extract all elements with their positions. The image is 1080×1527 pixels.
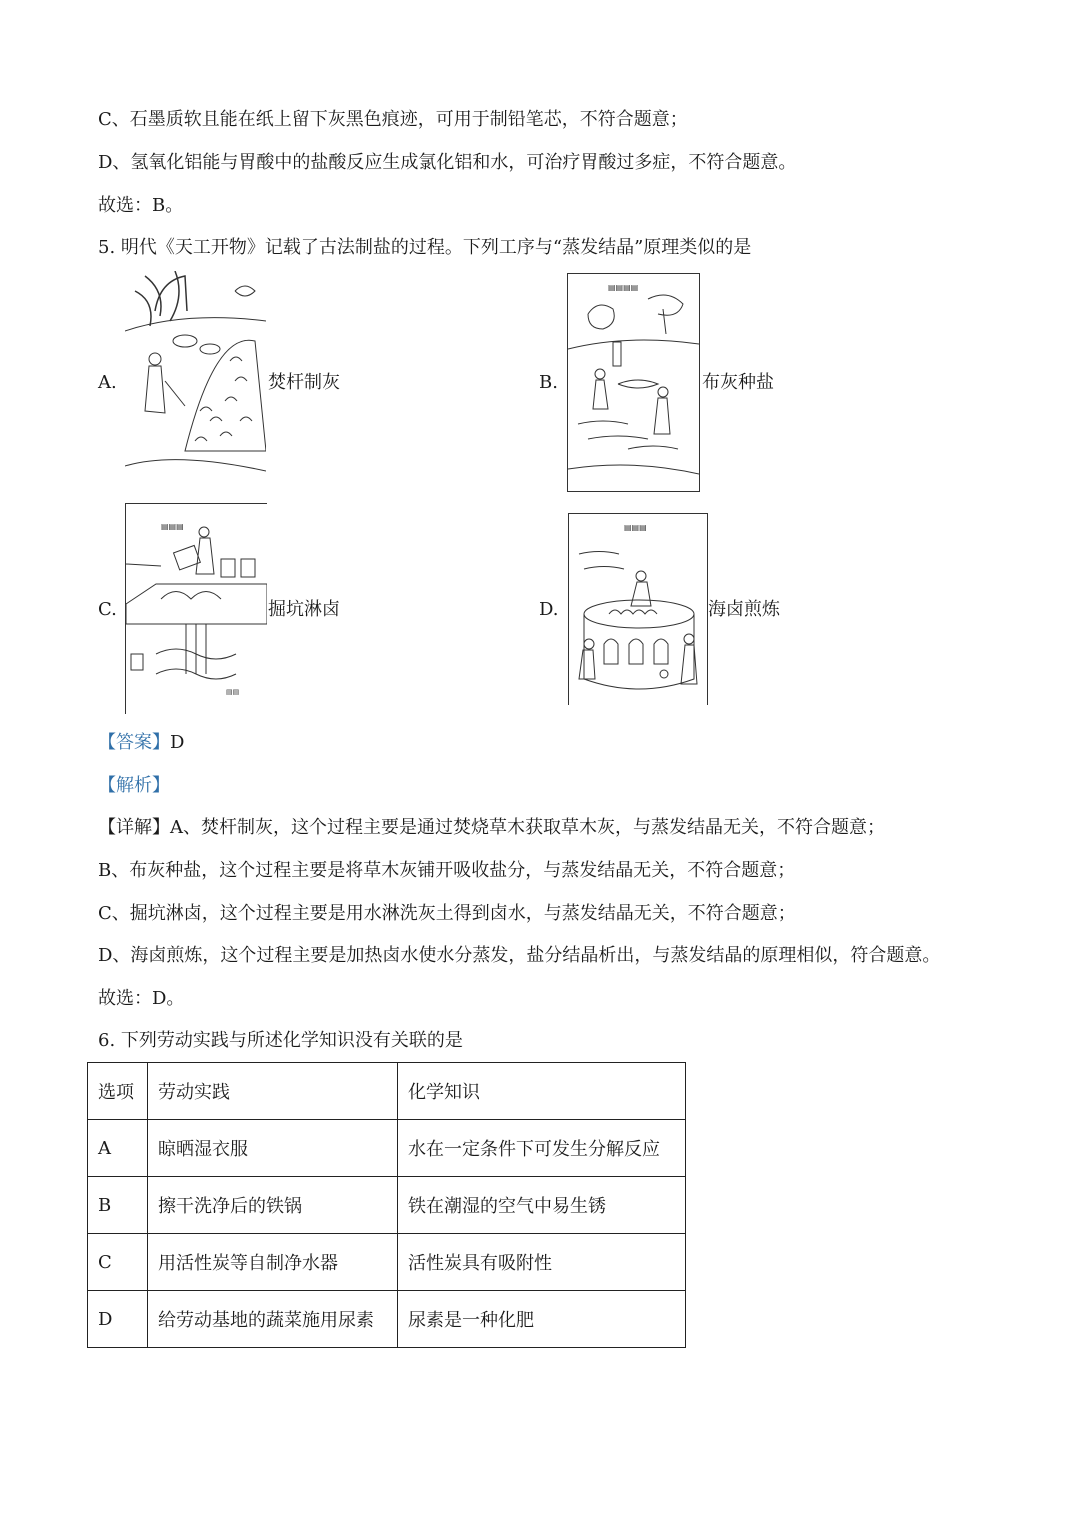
q5-option-a-text: 焚杆制灰 bbox=[268, 372, 340, 393]
svg-text:▤▤▤▤: ▤▤▤▤ bbox=[608, 283, 639, 292]
q5-detail-b: B、布灰种盐，这个过程主要是将草木灰铺开吸收盐分，与蒸发结晶无关，不符合题意； bbox=[98, 860, 796, 881]
row-d-knowledge: 尿素是一种化肥 bbox=[398, 1291, 686, 1348]
q6-stem: 6. 下列劳动实践与所述化学知识没有关联的是 bbox=[98, 1030, 463, 1051]
row-b-practice: 擦干洗净后的铁锅 bbox=[148, 1177, 398, 1234]
row-a-practice: 晾晒湿衣服 bbox=[148, 1120, 398, 1177]
analysis-tag: 【解析】 bbox=[98, 775, 170, 796]
row-c-option: C bbox=[88, 1234, 148, 1291]
table-row bbox=[88, 1234, 686, 1291]
q5-detail-c: C、掘坑淋卤，这个过程主要是用水淋洗灰土得到卤水，与蒸发结晶无关，不符合题意； bbox=[98, 903, 796, 924]
table-row bbox=[88, 1120, 686, 1177]
header-knowledge: 化学知识 bbox=[398, 1063, 686, 1120]
row-d-option: D bbox=[88, 1291, 148, 1348]
q5-detail-a bbox=[98, 816, 885, 840]
prev-choice: 故选：B。 bbox=[98, 195, 184, 216]
row-c-practice: 用活性炭等自制净水器 bbox=[148, 1234, 398, 1291]
table-row bbox=[88, 1291, 686, 1348]
q5-option-c-text: 掘坑淋卤 bbox=[268, 599, 340, 620]
answer-tag: 【答案】 bbox=[98, 732, 170, 753]
table-row bbox=[88, 1177, 686, 1234]
spreading-ash-illustration bbox=[567, 273, 700, 492]
svg-text:▤▤▤: ▤▤▤ bbox=[624, 523, 647, 532]
q5-option-d-text: 海卤煎炼 bbox=[708, 599, 780, 620]
row-b-knowledge: 铁在潮湿的空气中易生锈 bbox=[398, 1177, 686, 1234]
q6-table bbox=[87, 1062, 686, 1348]
header-option: 选项 bbox=[88, 1063, 148, 1120]
q5-detail-d: D、海卤煎炼，这个过程主要是加热卤水使水分蒸发，盐分结晶析出，与蒸发结晶的原理相似，符合题意。 bbox=[98, 945, 941, 966]
detail-tag: 【详解】 bbox=[98, 817, 170, 838]
q5-choice: 故选：D。 bbox=[98, 988, 185, 1009]
q5-stem: 5. 明代《天工开物》记载了古法制盐的过程。下列工序与“蒸发结晶”原理类似的是 bbox=[98, 237, 752, 258]
brine-boiling-illustration bbox=[568, 513, 708, 705]
detail-a-text: A、焚杆制灰，这个过程主要是通过焚烧草木获取草木灰，与蒸发结晶无关，不符合题意； bbox=[170, 817, 885, 838]
prev-analysis-c: C、石墨质软且能在纸上留下灰黑色痕迹，可用于制铅笔芯，不符合题意； bbox=[98, 109, 688, 130]
row-a-knowledge: 水在一定条件下可发生分解反应 bbox=[398, 1120, 686, 1177]
q5-option-a-letter: A. bbox=[98, 372, 117, 393]
table-header-row bbox=[88, 1063, 686, 1120]
header-practice: 劳动实践 bbox=[148, 1063, 398, 1120]
burning-straw-illustration bbox=[125, 271, 266, 491]
prev-analysis-d: D、氢氧化铝能与胃酸中的盐酸反应生成氯化铝和水，可治疗胃酸过多症，不符合题意。 bbox=[98, 152, 797, 173]
svg-text:▤▤: ▤▤ bbox=[226, 688, 240, 696]
pit-brine-illustration bbox=[125, 503, 267, 714]
q5-answer bbox=[98, 731, 184, 755]
q5-option-c-letter: C. bbox=[98, 599, 117, 620]
row-a-option: A bbox=[88, 1120, 148, 1177]
q5-option-b-text: 布灰种盐 bbox=[702, 372, 774, 393]
row-c-knowledge: 活性炭具有吸附性 bbox=[398, 1234, 686, 1291]
answer-value: D bbox=[170, 732, 185, 753]
row-d-practice: 给劳动基地的蔬菜施用尿素 bbox=[148, 1291, 398, 1348]
svg-text:▤▤▤: ▤▤▤ bbox=[161, 522, 184, 531]
row-b-option: B bbox=[88, 1177, 148, 1234]
q5-option-d-letter: D. bbox=[539, 599, 559, 620]
q5-option-b-letter: B. bbox=[539, 372, 558, 393]
